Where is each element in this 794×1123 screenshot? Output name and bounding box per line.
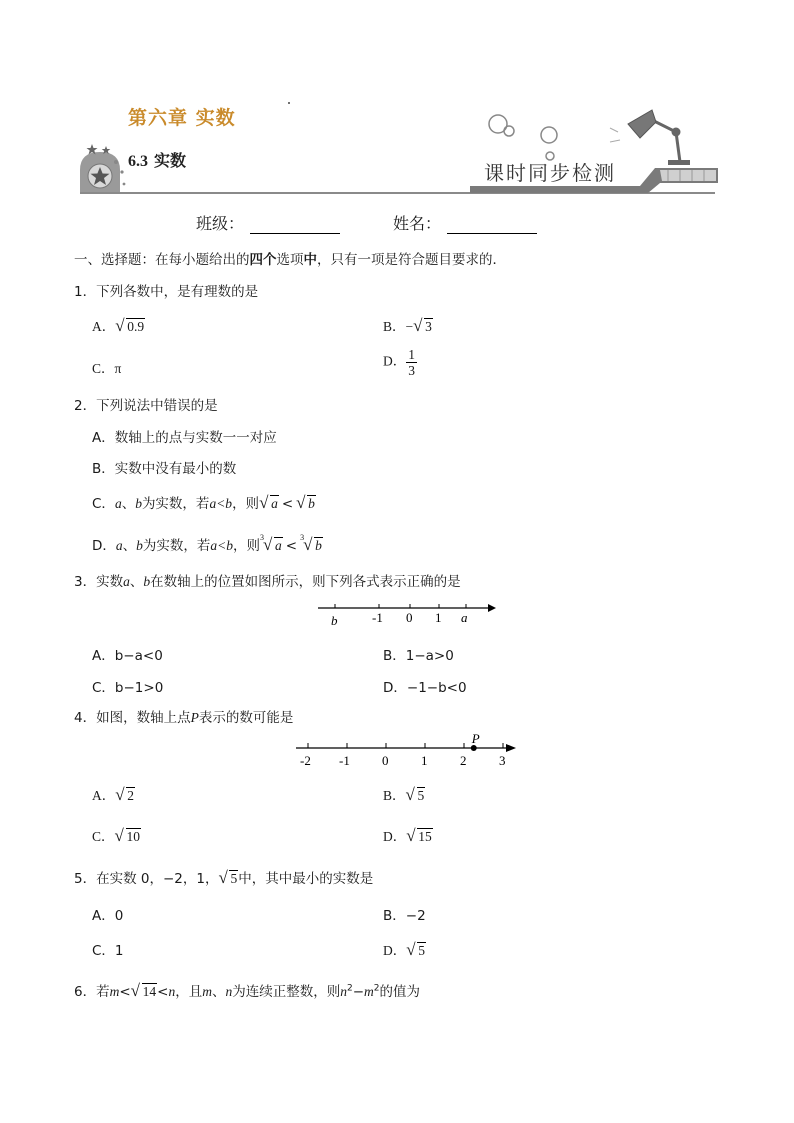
q2-option-c[interactable]: C．a、b为实数，若a<b，则√ a <√ b [92,492,316,512]
q5-option-c[interactable]: C．1 [92,943,124,959]
q3-axis-label: 1 [435,610,442,625]
q3-option-c[interactable]: C．b−1>0 [92,680,164,696]
q2-option-a[interactable]: A．数轴上的点与实数一一对应 [92,430,277,446]
q4-axis-label: 3 [499,753,506,768]
name-blank[interactable] [447,218,537,234]
q4-point-label: P [471,732,480,746]
class-label: 班级： [196,214,245,233]
q3-option-a[interactable]: A．b−a<0 [92,648,163,664]
q6-stem: 6．若m<√ 14<n，且m、n为连续正整数，则$n^2-m^2$的值为 [74,980,420,1000]
q3-stem: 3．实数a、b在数轴上的位置如图所示，则下列各式表示正确的是 [74,574,461,590]
q4-option-b[interactable]: B．√ 5 [383,784,425,804]
q5-option-a[interactable]: A．0 [92,908,124,924]
q4-option-a[interactable]: A．√ 2 [92,784,135,804]
section-title [128,148,186,171]
q1-stem: 1．下列各数中，是有理数的是 [74,284,259,300]
q4-number-line [292,732,522,770]
q3-number-line [310,598,510,630]
q1-option-d[interactable]: D． $\frac{1}{3}$ [383,347,415,378]
q3-option-d[interactable]: D．−1−b<0 [383,680,467,696]
q2-option-b[interactable]: B．实数中没有最小的数 [92,461,237,477]
q1-option-c[interactable]: C．π [92,361,122,376]
q1-option-a[interactable]: A．√ 0.9 [92,315,145,335]
section-name: 实数 [154,151,187,170]
q2-stem: 2．下列说法中错误的是 [74,398,218,414]
q5-option-d[interactable]: D．√ 5 [383,939,426,959]
section-heading: 一、选择题：在每小题给出的四个选项中，只有一项是符合题目要求的． [74,252,506,268]
name-label: 姓名： [393,214,442,233]
q4-axis-label: -1 [339,753,350,768]
q3-axis-label: a [461,610,468,625]
q4-option-c[interactable]: C．√ 10 [92,825,141,845]
page-header [0,0,794,200]
q4-axis-label: -2 [300,753,311,768]
star-badge-icon [80,144,125,192]
header-decoration [0,0,794,200]
q3-axis-label: -1 [372,610,383,625]
class-blank[interactable] [250,218,340,234]
banner-title: 课时同步检测 [484,161,616,185]
bubbles-icon [489,115,557,160]
q3-option-b[interactable]: B．1−a>0 [383,648,454,664]
q1-option-b[interactable]: B．−√ 3 [383,315,433,335]
q2-option-d[interactable]: D．a、b为实数，若a<b，则 √ 3 a < √ 3 b [92,534,323,554]
q4-axis-label: 1 [421,753,428,768]
name-field [393,211,537,234]
section-number: 6.3 [128,153,148,170]
chapter-title: 第六章 实数 [128,107,236,129]
q3-axis-label: 0 [406,610,413,625]
class-field [196,211,340,234]
q3-axis-label: b [331,613,338,628]
q5-option-b[interactable]: B．−2 [383,908,426,924]
q4-stem: 4．如图，数轴上点P表示的数可能是 [74,710,294,726]
q4-axis-label: 0 [382,753,389,768]
q5-stem: 5．在实数 0，−2，1，√ 5中，其中最小的实数是 [74,867,373,887]
desk-lamp-icon [610,110,690,165]
q4-option-d[interactable]: D．√ 15 [383,825,433,845]
q4-axis-label: 2 [460,753,467,768]
